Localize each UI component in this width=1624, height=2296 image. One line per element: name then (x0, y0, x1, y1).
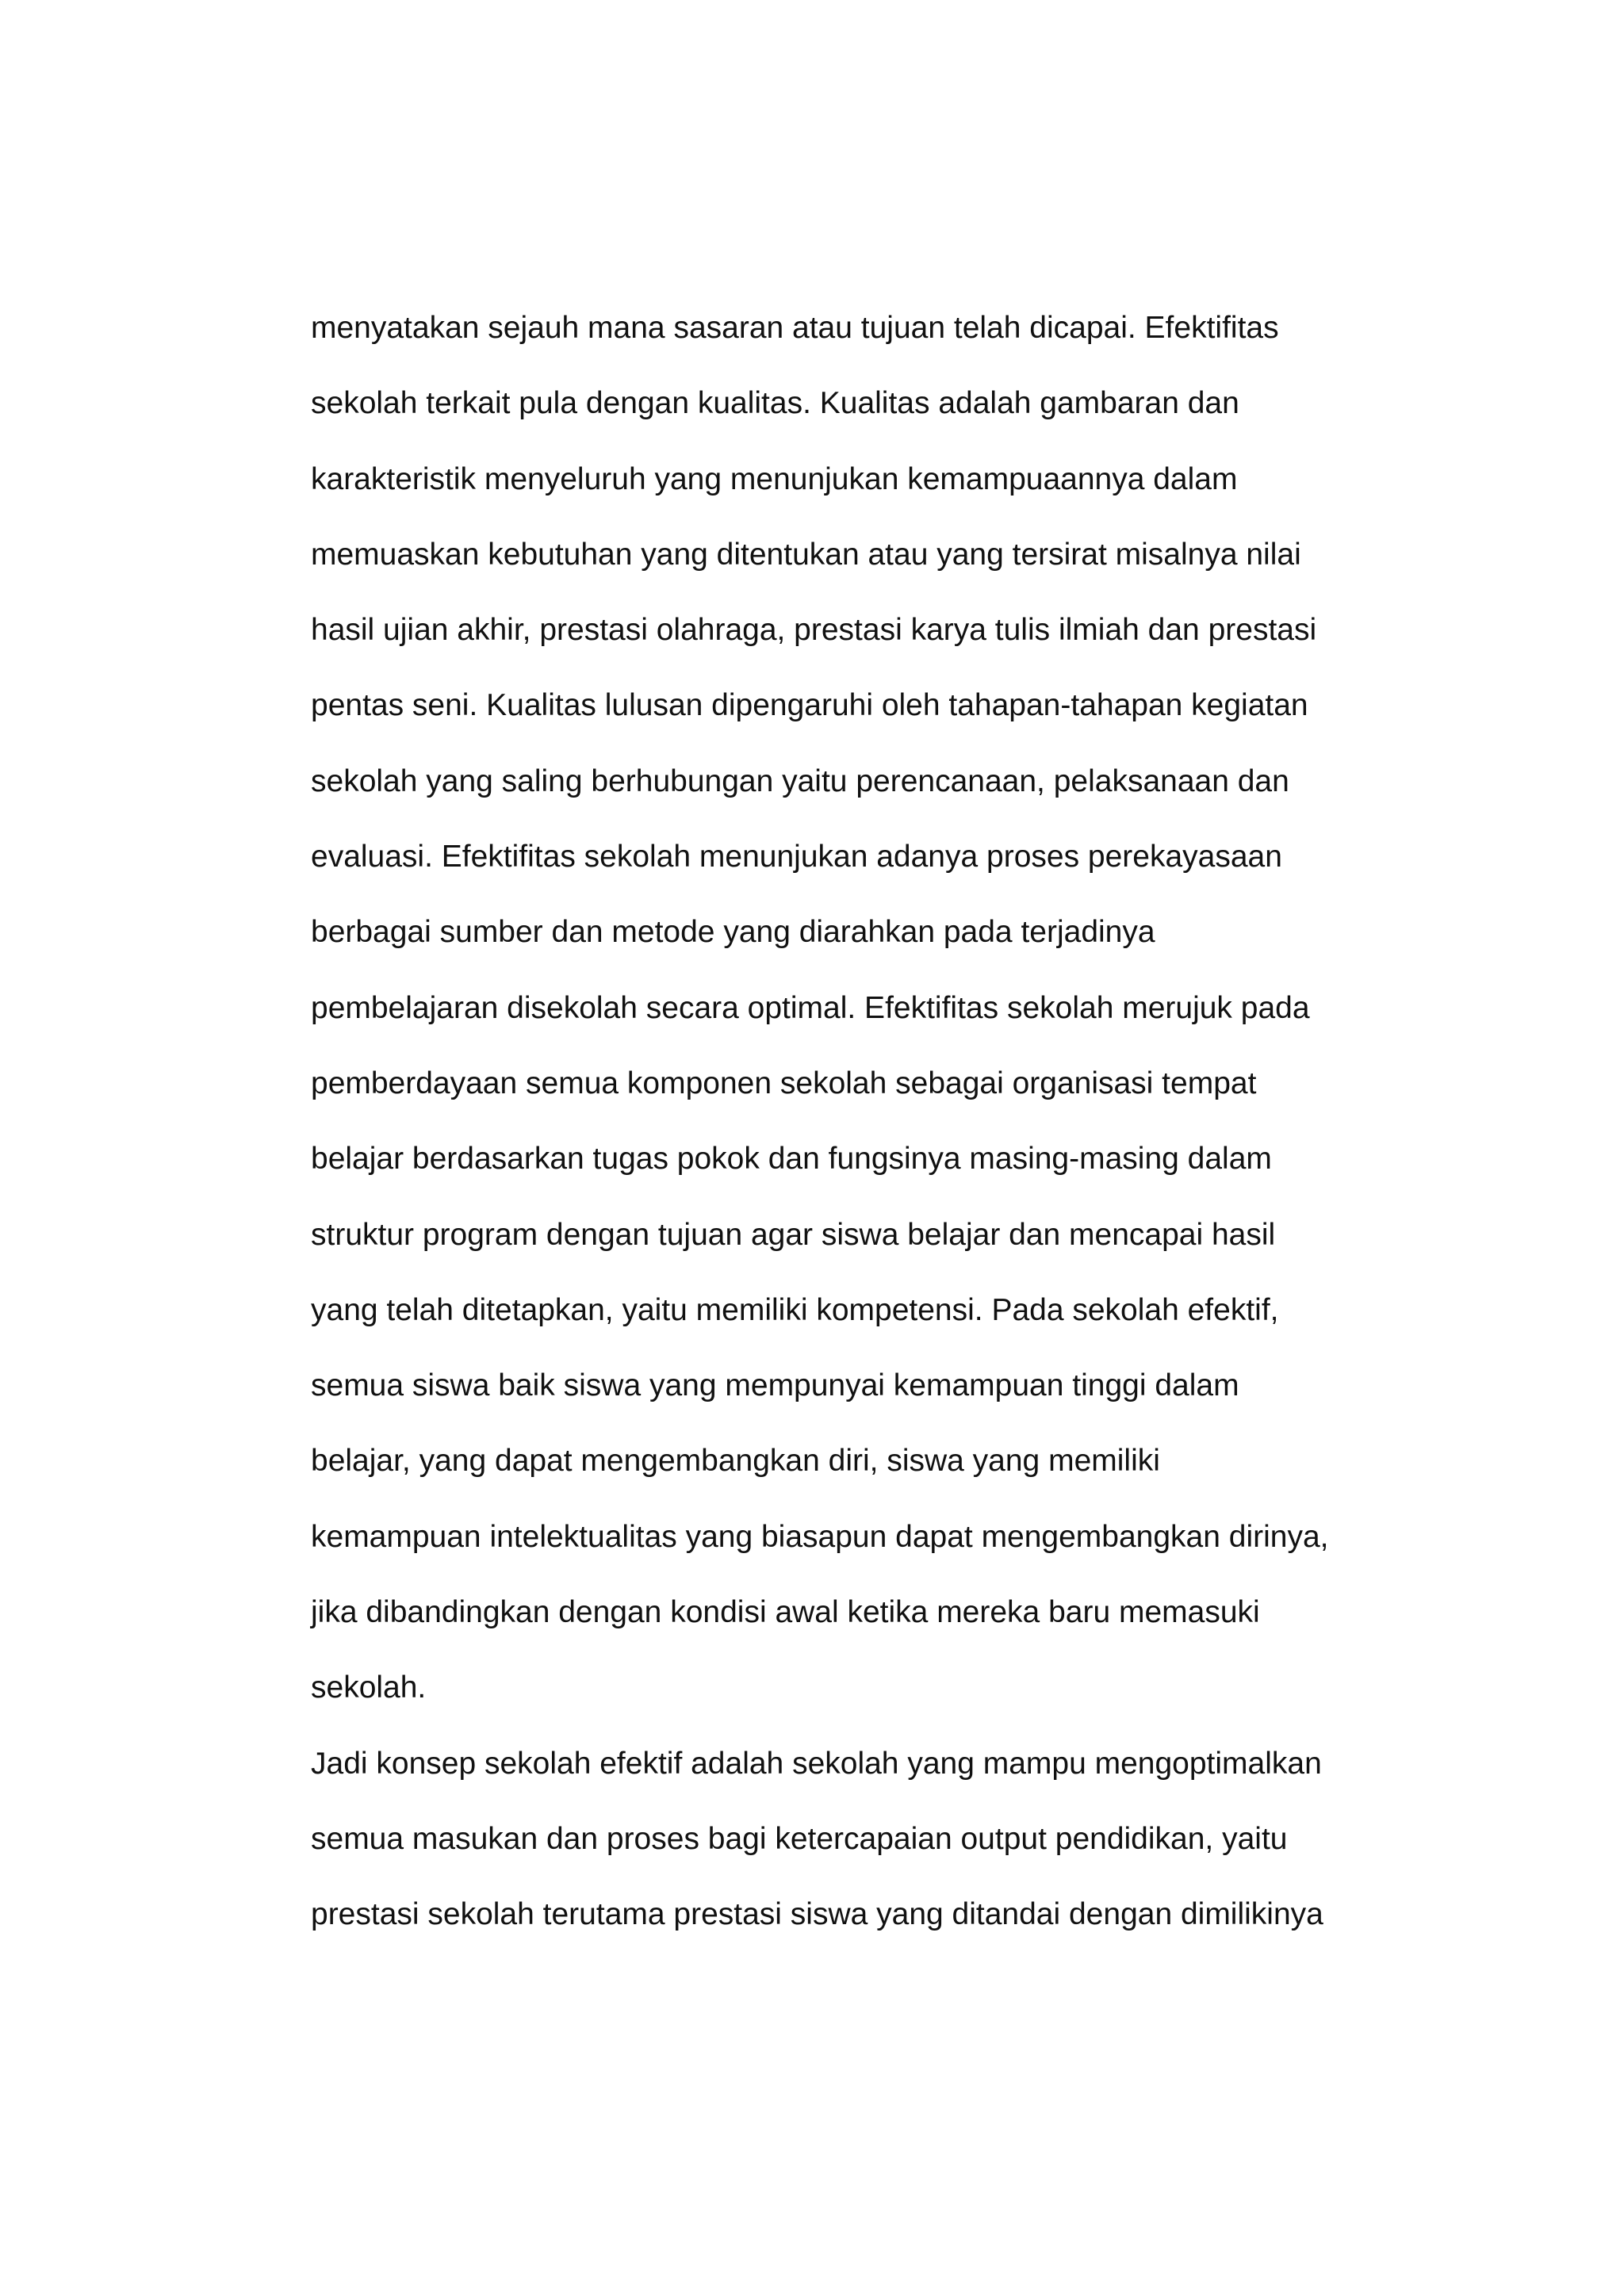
text-line: berbagai sumber dan metode yang diarahkan pada terjadinya (311, 915, 1155, 950)
text-line: semua siswa baik siswa yang mempunyai kemampuan tinggi dalam (311, 1368, 1239, 1403)
text-line: memuaskan kebutuhan yang ditentukan atau yang tersirat misalnya nilai (311, 537, 1301, 572)
text-line: evaluasi. Efektifitas sekolah menunjukan adanya proses perekayasaan (311, 840, 1282, 874)
text-line: kemampuan intelektualitas yang biasapun dapat mengembangkan dirinya, (311, 1519, 1329, 1554)
text-line: sekolah terkait pula dengan kualitas. Kualitas adalah gambaran dan (311, 386, 1239, 421)
text-line: struktur program dengan tujuan agar siswa belajar dan mencapai hasil (311, 1217, 1276, 1252)
text-line: Jadi konsep sekolah efektif adalah sekolah yang mampu mengoptimalkan (311, 1746, 1322, 1781)
text-line: pembelajaran disekolah secara optimal. Efektifitas sekolah merujuk pada (311, 990, 1310, 1025)
body-text (311, 301, 1437, 1964)
text-line: belajar, yang dapat mengembangkan diri, siswa yang memiliki (311, 1444, 1160, 1479)
text-line: menyatakan sejauh mana sasaran atau tujuan telah dicapai. Efektifitas (311, 311, 1279, 345)
text-line: sekolah. (311, 1670, 427, 1705)
text-line: jika dibandingkan dengan kondisi awal ketika mereka baru memasuki (311, 1595, 1260, 1630)
text-line: pentas seni. Kualitas lulusan dipengaruhi oleh tahapan-tahapan kegiatan (311, 688, 1308, 723)
text-line: karakteristik menyeluruh yang menunjukan kemampuaannya dalam (311, 461, 1238, 496)
text-line: prestasi sekolah terutama prestasi siswa yang ditandai dengan dimilikinya (311, 1897, 1323, 1932)
text-line: hasil ujian akhir, prestasi olahraga, prestasi karya tulis ilmiah dan prestasi (311, 613, 1317, 648)
text-line: belajar berdasarkan tugas pokok dan fungsinya masing-masing dalam (311, 1142, 1272, 1177)
text-line: yang telah ditetapkan, yaitu memiliki kompetensi. Pada sekolah efektif, (311, 1292, 1279, 1327)
text-line: pemberdayaan semua komponen sekolah sebagai organisasi tempat (311, 1066, 1257, 1100)
text-line: sekolah yang saling berhubungan yaitu perencanaan, pelaksanaan dan (311, 763, 1289, 798)
text-line: semua masukan dan proses bagi ketercapaian output pendidikan, yaitu (311, 1821, 1288, 1856)
